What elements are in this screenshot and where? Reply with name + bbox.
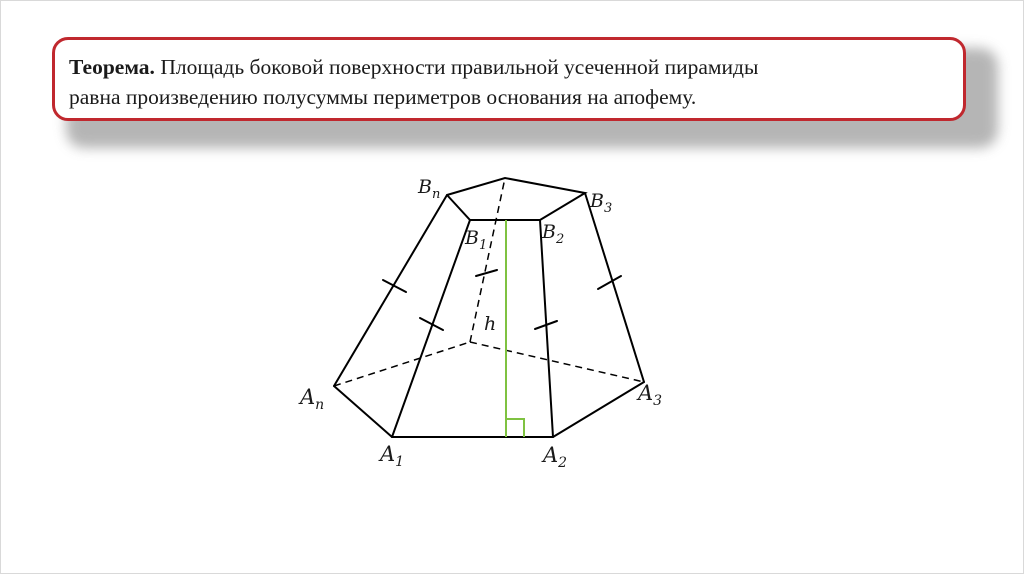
theorem-title: Теорема.: [69, 55, 155, 79]
label-b2: $B_2$: [542, 221, 565, 247]
edge-a1-b1: [392, 220, 470, 437]
label-an: $A_n$: [300, 385, 325, 413]
label-a3: $A_3$: [638, 381, 663, 409]
edge-an-bn: [334, 195, 447, 386]
edge-a2-b2: [540, 220, 553, 437]
label-h: h: [484, 313, 497, 335]
tick-mark: [598, 276, 621, 289]
hidden-edge-a3-back: [470, 342, 644, 382]
label-bn: $B_n$: [418, 176, 441, 202]
edge-a3-b3: [585, 193, 644, 382]
label-b1: $B_1$: [465, 227, 488, 253]
right-angle-mark: [506, 419, 524, 437]
label-b3: $B_3$: [590, 190, 613, 216]
hidden-edge-an-back: [334, 342, 470, 386]
edge-a2-a3: [553, 382, 644, 437]
theorem-text-line2: равна произведению полусуммы периметров основания на апофему.: [69, 85, 697, 109]
edge-an-a1: [334, 386, 392, 437]
theorem-text-line1: Площадь боковой поверхности правильной усеченной пирамиды: [154, 55, 759, 79]
tick-mark: [476, 270, 497, 276]
label-a2: $A_2$: [543, 443, 568, 471]
top-base-edges: [447, 178, 585, 220]
label-a1: $A_1$: [380, 442, 405, 470]
